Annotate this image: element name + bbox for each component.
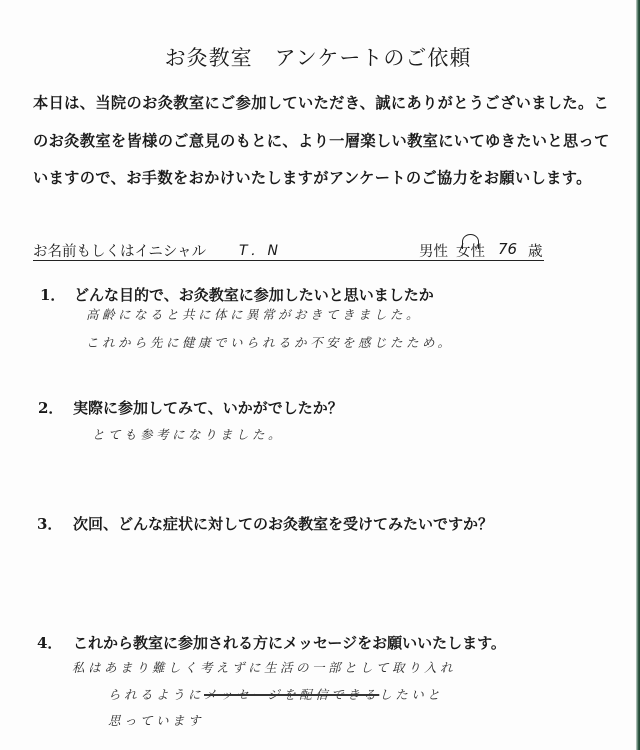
question-4-text: これから教室に参加される方にメッセージをお願いいたします。 <box>73 634 506 652</box>
scan-edge-border <box>636 0 640 750</box>
question-4-number: 4． <box>37 634 63 652</box>
question-1-text: どんな目的で、お灸教室に参加したいと思いましたか <box>74 286 434 304</box>
question-4-answer-line-3: 思っています <box>108 713 205 728</box>
question-2-answer-line-1: とても参考になりました。 <box>92 427 285 442</box>
question-3-text: 次回、どんな症状に対してのお灸教室を受けてみたいですか？ <box>73 515 494 533</box>
question-1-number: 1． <box>40 286 66 304</box>
question-3-number: 3． <box>37 515 63 533</box>
name-label: お名前もしくはイニシャル <box>33 244 207 260</box>
name-value: T．N <box>239 243 282 259</box>
question-2-text: 実際に参加してみて、いかがでしたか？ <box>73 399 343 417</box>
answer-text: られるように <box>108 687 205 702</box>
question-1-answer-line-2: これから先に健康でいられるか不安を感じたため。 <box>86 335 454 350</box>
intro-line-2: のお灸教室を皆様のご意見のもとに、より一層楽しい教室にいてゆきたいと思って <box>33 132 610 150</box>
question-2-number: 2． <box>38 399 64 417</box>
question-4-answer-line-1: 私はあまり難しく考えずに生活の一部として取り入れ <box>72 660 457 675</box>
answer-text-continued: したいと <box>379 687 444 702</box>
question-1-answer-line-1: 高齢になると共に体に異常がおきてきました。 <box>86 307 423 322</box>
respondent-info-row <box>33 240 544 261</box>
gender-female-option: 女性 <box>456 244 485 260</box>
struck-through-text: メッセージを配信できる <box>204 687 380 702</box>
question-4-answer-line-2 <box>108 685 443 703</box>
document-title: お灸教室 アンケートのご依頼 <box>164 46 472 70</box>
selection-circle-mark <box>462 234 479 249</box>
age-value: 76 <box>498 240 518 258</box>
age-unit: 歳 <box>528 244 543 260</box>
intro-line-3: いますので、お手数をおかけいたしますがアンケートのご協力をお願いします。 <box>33 169 592 187</box>
gender-male-option: 男性 <box>419 244 448 260</box>
intro-line-1: 本日は、当院のお灸教室にご参加していただき、誠にありがとうございました。こ <box>33 94 610 112</box>
